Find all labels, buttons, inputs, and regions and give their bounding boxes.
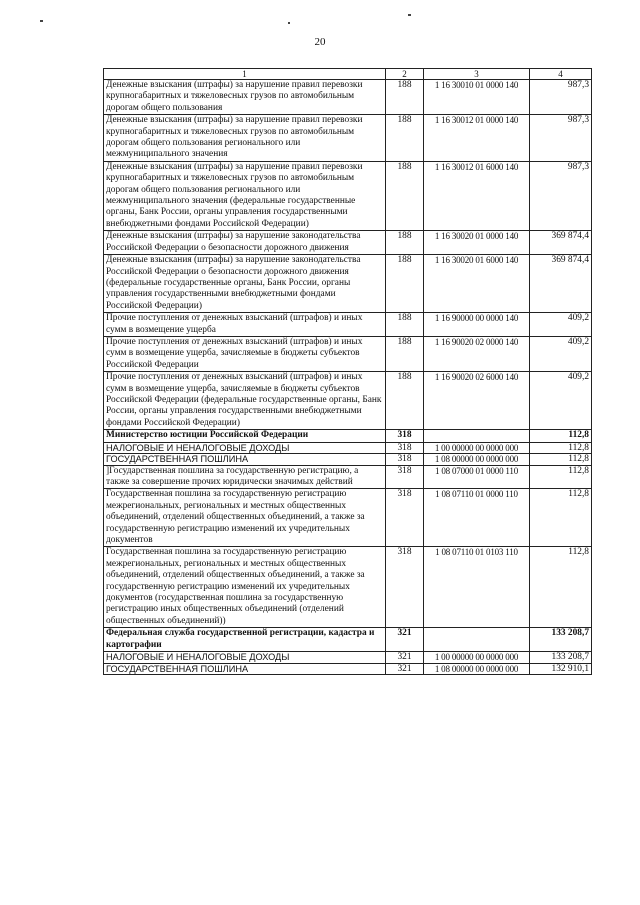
budget-classification-code: 1 16 30020 01 0000 140 <box>424 231 530 255</box>
administrator-code: 321 <box>386 628 424 652</box>
column-number: 4 <box>530 69 592 80</box>
administrator-code: 318 <box>386 547 424 628</box>
amount: 112,8 <box>530 489 592 547</box>
revenue-name: Государственная пошлина за государственную регистрацию межрегиональных, региональных и местных общественных объединений, отделений общественных объединений, а также за государственную регистрацию изменений их учредительных документов <box>104 489 386 547</box>
column-number: 3 <box>424 69 530 80</box>
scan-speck <box>288 22 290 24</box>
table-row <box>104 255 592 313</box>
budget-classification-code: 1 08 07110 01 0103 110 <box>424 547 530 628</box>
table-row <box>104 430 592 442</box>
amount: 987,3 <box>530 115 592 162</box>
amount: 112,8 <box>530 430 592 442</box>
revenue-name: Денежные взыскания (штрафы) за нарушение правил перевозки крупногабаритных и тяжеловесных грузов по автомобильным дорогам общего пользования регионального или межмуниципального значения <box>104 115 386 162</box>
administrator-code: 318 <box>386 489 424 547</box>
administrator-code: 188 <box>386 231 424 255</box>
table-row <box>104 628 592 652</box>
administrator-code: 188 <box>386 115 424 162</box>
amount: 987,3 <box>530 80 592 115</box>
revenue-table <box>103 68 592 675</box>
administrator-code: 188 <box>386 161 424 230</box>
budget-classification-code: 1 16 30020 01 6000 140 <box>424 255 530 313</box>
revenue-name: НАЛОГОВЫЕ И НЕНАЛОГОВЫЕ ДОХОДЫ <box>104 652 386 664</box>
table-row <box>104 465 592 489</box>
budget-classification-code: 1 16 30010 01 0000 140 <box>424 80 530 115</box>
administrator-code: 188 <box>386 372 424 430</box>
budget-classification-code: 1 16 90020 02 6000 140 <box>424 372 530 430</box>
budget-classification-code <box>424 628 530 652</box>
budget-classification-code: 1 16 30012 01 0000 140 <box>424 115 530 162</box>
table-row <box>104 313 592 337</box>
amount: 987,3 <box>530 161 592 230</box>
column-number: 2 <box>386 69 424 80</box>
budget-classification-code <box>424 430 530 442</box>
table-row <box>104 663 592 675</box>
revenue-name: Прочие поступления от денежных взысканий (штрафов) и иных сумм в возмещение ущерба <box>104 313 386 337</box>
revenue-name: ГОСУДАРСТВЕННАЯ ПОШЛИНА <box>104 454 386 466</box>
column-number-row <box>104 69 592 80</box>
administrator-code: 321 <box>386 663 424 675</box>
table-row <box>104 372 592 430</box>
budget-classification-code: 1 00 00000 00 0000 000 <box>424 442 530 454</box>
administrator-code: 318 <box>386 465 424 489</box>
administrator-code: 188 <box>386 80 424 115</box>
table-row <box>104 115 592 162</box>
revenue-name: Государственная пошлина за государственную регистрацию межрегиональных, региональных и местных общественных объединений, отделений общественных объединений, а также за государственную регистрацию изменений их учредительных документов (государственная пошлина за государственную регистрацию иных общественных объединений (отделений общественных объединений)) <box>104 547 386 628</box>
revenue-name: Денежные взыскания (штрафы) за нарушение законодательства Российской Федерации о безопасности дорожного движения <box>104 231 386 255</box>
scan-speck <box>408 14 411 16</box>
revenue-name: НАЛОГОВЫЕ И НЕНАЛОГОВЫЕ ДОХОДЫ <box>104 442 386 454</box>
amount: 409,2 <box>530 336 592 371</box>
administrator-code: 188 <box>386 336 424 371</box>
amount: 369 874,4 <box>530 231 592 255</box>
amount: 112,8 <box>530 465 592 489</box>
table-body <box>104 80 592 675</box>
revenue-name: Денежные взыскания (штрафы) за нарушение правил перевозки крупногабаритных и тяжеловесных грузов по автомобильным дорогам общего пользования регионального или межмуниципального значения (федеральные государственные органы, Банк России, органы управления государственными внебюджетными фондами Российской Федерации) <box>104 161 386 230</box>
administrator-code: 321 <box>386 652 424 664</box>
table-row <box>104 442 592 454</box>
amount: 112,8 <box>530 442 592 454</box>
table-row <box>104 231 592 255</box>
table-row <box>104 80 592 115</box>
revenue-name: Денежные взыскания (штрафы) за нарушение законодательства Российской Федерации о безопасности дорожного движения (федеральные государственные органы, Банк России, органы управления государственными внебюджетными фондами Российской Федерации) <box>104 255 386 313</box>
amount: 369 874,4 <box>530 255 592 313</box>
scan-speck <box>40 20 43 22</box>
budget-classification-code: 1 08 00000 00 0000 000 <box>424 454 530 466</box>
administrator-code: 188 <box>386 255 424 313</box>
amount: 409,2 <box>530 313 592 337</box>
amount: 132 910,1 <box>530 663 592 675</box>
budget-classification-code: 1 08 07110 01 0000 110 <box>424 489 530 547</box>
budget-classification-code: 1 08 00000 00 0000 000 <box>424 663 530 675</box>
revenue-name: ГОСУДАРСТВЕННАЯ ПОШЛИНА <box>104 663 386 675</box>
budget-classification-code: 1 16 90000 00 0000 140 <box>424 313 530 337</box>
budget-classification-code: 1 00 00000 00 0000 000 <box>424 652 530 664</box>
revenue-name: ]Государственная пошлина за государственную регистрацию, а также за совершение прочих юридически значимых действий <box>104 465 386 489</box>
revenue-name: Прочие поступления от денежных взысканий (штрафов) и иных сумм в возмещение ущерба, зачисляемые в бюджеты субъектов Российской Федерации (федеральные государственные органы, Банк России, органы управления государственными внебюджетными фондами Российской Федерации) <box>104 372 386 430</box>
table-row <box>104 652 592 664</box>
amount: 133 208,7 <box>530 652 592 664</box>
page-number: 20 <box>314 36 326 48</box>
budget-classification-code: 1 16 90020 02 0000 140 <box>424 336 530 371</box>
amount: 112,8 <box>530 547 592 628</box>
budget-classification-code: 1 16 30012 01 6000 140 <box>424 161 530 230</box>
revenue-name: Денежные взыскания (штрафы) за нарушение правил перевозки крупногабаритных и тяжеловесных грузов по автомобильным дорогам общего пользования <box>104 80 386 115</box>
column-number: 1 <box>104 69 386 80</box>
revenue-name: Министерство юстиции Российской Федерации <box>104 430 386 442</box>
revenue-name: Прочие поступления от денежных взысканий (штрафов) и иных сумм в возмещение ущерба, зачисляемые в бюджеты субъектов Российской Федерации <box>104 336 386 371</box>
amount: 409,2 <box>530 372 592 430</box>
table-row <box>104 547 592 628</box>
amount: 133 208,7 <box>530 628 592 652</box>
administrator-code: 188 <box>386 313 424 337</box>
budget-classification-code: 1 08 07000 01 0000 110 <box>424 465 530 489</box>
table-row <box>104 454 592 466</box>
table-row <box>104 161 592 230</box>
amount: 112,8 <box>530 454 592 466</box>
table-row <box>104 336 592 371</box>
table-row <box>104 489 592 547</box>
revenue-name: Федеральная служба государственной регистрации, кадастра и картографии <box>104 628 386 652</box>
administrator-code: 318 <box>386 430 424 442</box>
administrator-code: 318 <box>386 454 424 466</box>
administrator-code: 318 <box>386 442 424 454</box>
